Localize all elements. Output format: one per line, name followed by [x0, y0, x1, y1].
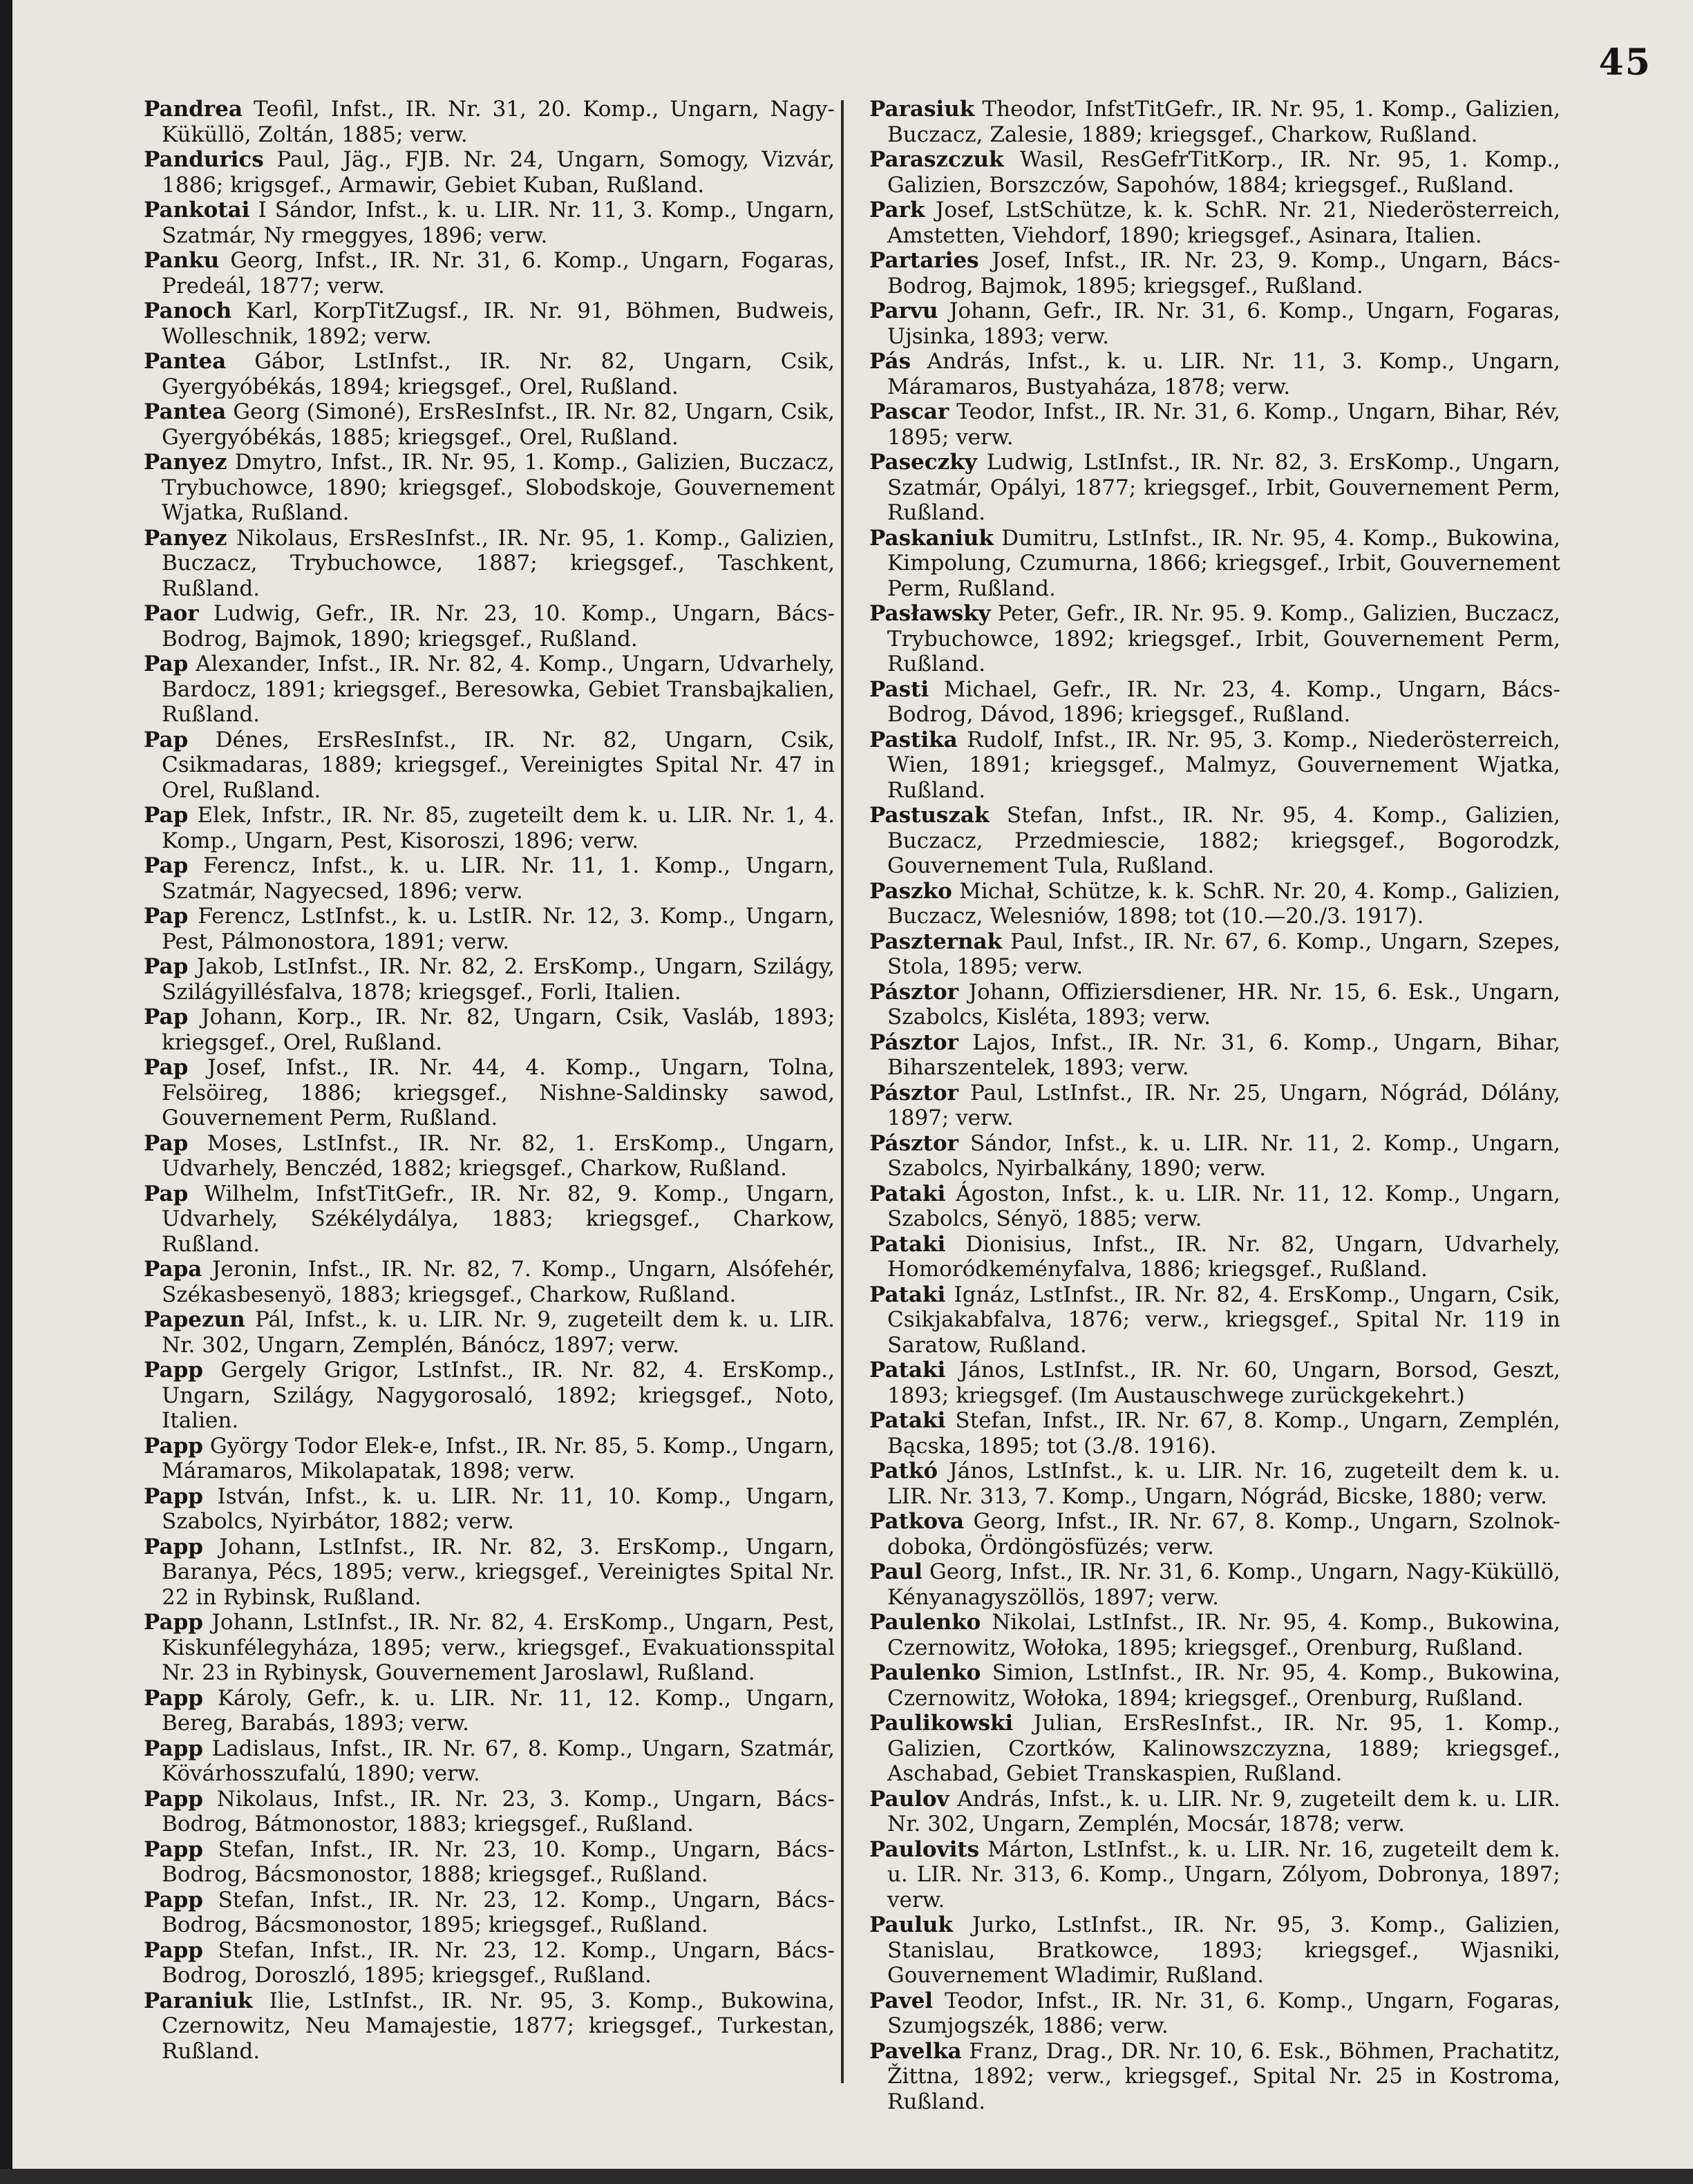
entry-details: Dionisius, Infst., IR. Nr. 82, Ungarn, Udvarhely, Homoródkeményfalva, 1886; kriegsgef., Rußland.	[887, 1231, 1561, 1282]
register-entry	[869, 1509, 1560, 1559]
entry-details: Johann, Korp., IR. Nr. 82, Ungarn, Csik, Vasláb, 1893; kriegsgef., Orel, Rußland.	[162, 1005, 835, 1055]
entry-surname: Pap	[144, 954, 189, 979]
entry-surname: Papp	[144, 1836, 203, 1862]
entry-details: Moses, LstInfst., IR. Nr. 82, 1. ErsKomp., Ungarn, Udvarhely, Benczéd, 1882; kriegsgef., Charkow, Rußland.	[162, 1130, 835, 1181]
entry-details: János, LstInfst., k. u. LIR. Nr. 16, zugeteilt dem k. u. LIR. Nr. 313, 7. Komp., Ungarn, Nógrád, Bicske, 1880; verw.	[887, 1459, 1560, 1509]
entry-details: Márton, LstInfst., k. u. LIR. Nr. 16, zugeteilt dem k. u. LIR. Nr. 313, 6. Komp., Ungarn, Zólyom, Dobronya, 1897; verw.	[887, 1836, 1561, 1912]
register-entry	[144, 147, 835, 198]
register-entry	[144, 728, 835, 804]
entry-details: Georg, Infst., IR. Nr. 67, 8. Komp., Ungarn, Szolnok-doboka, Ördöngösfüzés; verw.	[887, 1509, 1560, 1559]
register-entry	[144, 248, 835, 298]
register-entry	[869, 1030, 1560, 1081]
entry-surname: Pastika	[869, 727, 958, 752]
register-entry	[869, 1081, 1560, 1131]
entry-details: Ludwig, LstInfst., IR. Nr. 82, 3. ErsKomp., Ungarn, Szatmár, Opályi, 1877; kriegsgef., Irbit, Gouvernement Perm, Rußland.	[887, 450, 1560, 525]
register-entry	[869, 1610, 1560, 1660]
entry-surname: Papezun	[144, 1307, 245, 1332]
entry-details: István, Infst., k. u. LIR. Nr. 11, 10. Komp., Ungarn, Szabolcs, Nyirbátor, 1882; verw.	[162, 1483, 835, 1534]
register-entry	[144, 1988, 835, 2064]
register-entry	[869, 349, 1560, 399]
entry-details: I Sándor, Infst., k. u. LIR. Nr. 11, 3. Komp., Ungarn, Szatmár, Ny rmeggyes, 1896; verw.	[162, 198, 835, 248]
entry-details: Julian, ErsResInfst., IR. Nr. 95, 1. Komp., Galizien, Czortków, Kalinowszczyzna, 1889; kriegsgef., Aschabad, Gebiet Transkaspien, Rußland.	[887, 1711, 1560, 1786]
entry-details: Teodor, Infst., IR. Nr. 31, 6. Komp., Ungarn, Bihar, Rév, 1895; verw.	[887, 399, 1560, 450]
entry-surname: Paul	[869, 1559, 923, 1584]
entry-details: Michael, Gefr., IR. Nr. 23, 4. Komp., Ungarn, Bács-Bodrog, Dávod, 1896; kriegsgef., Rußland.	[887, 676, 1560, 727]
entry-details: Gábor, LstInfst., IR. Nr. 82, Ungarn, Csik, Gyergyóbékás, 1894; kriegsgef., Orel, Rußland.	[162, 349, 835, 399]
column-divider	[841, 100, 844, 2083]
entry-surname: Paszternak	[869, 929, 1003, 954]
register-entry	[869, 728, 1560, 804]
register-entry	[144, 1787, 835, 1837]
entry-details: Lajos, Infst., IR. Nr. 31, 6. Komp., Ungarn, Bihar, Biharszentelek, 1893; verw.	[887, 1029, 1560, 1080]
register-entry	[869, 1282, 1560, 1358]
register-entry	[869, 1837, 1560, 1913]
entry-surname: Pataki	[869, 1282, 946, 1307]
entry-surname: Pataki	[869, 1181, 946, 1206]
register-entry	[869, 1459, 1560, 1509]
register-entry	[144, 1307, 835, 1358]
register-entry	[144, 1484, 835, 1535]
register-entry	[144, 1434, 835, 1484]
register-entry	[869, 1912, 1560, 1988]
register-entry	[869, 1181, 1560, 1232]
register-entry	[144, 450, 835, 526]
register-entry	[144, 526, 835, 602]
entry-surname: Paskaniuk	[869, 525, 994, 551]
entry-surname: Pauluk	[869, 1912, 953, 1937]
entry-surname: Pataki	[869, 1408, 946, 1433]
register-entry	[144, 1686, 835, 1736]
entry-details: Nikolaus, Infst., IR. Nr. 23, 3. Komp., Ungarn, Bács-Bodrog, Bátmonostor, 1883; kriegsgef., Rußland.	[162, 1786, 835, 1836]
entry-surname: Paraniuk	[144, 1988, 253, 2013]
entry-details: Georg (Simoné), ErsResInfst., IR. Nr. 82, Ungarn, Csik, Gyergyóbékás, 1885; kriegsgef., Orel, Rußland.	[162, 399, 835, 450]
entry-surname: Papp	[144, 1887, 203, 1912]
scan-edge-left	[0, 0, 12, 2184]
register-entry	[869, 298, 1560, 349]
entry-surname: Pap	[144, 727, 189, 752]
entry-details: Stefan, Infst., IR. Nr. 23, 10. Komp., Ungarn, Bács-Bodrog, Bácsmonostor, 1888; kriegsgef., Rußland.	[162, 1836, 835, 1887]
register-entry	[869, 1131, 1560, 1181]
entry-surname: Pap	[144, 652, 189, 676]
entry-surname: Pap	[144, 1181, 189, 1206]
register-entry	[144, 954, 835, 1005]
entry-surname: Pásztor	[869, 1130, 958, 1156]
entry-surname: Pataki	[869, 1358, 946, 1383]
entry-surname: Papp	[144, 1736, 203, 1761]
register-entry	[869, 1660, 1560, 1711]
entry-surname: Pap	[144, 904, 189, 929]
entry-details: Dmytro, Infst., IR. Nr. 95, 1. Komp., Galizien, Buczacz, Trybuchowce, 1890; kriegsgef., Slobodskoje, Gouvernement Wjatka, Rußland.	[162, 450, 835, 525]
entry-surname: Panyez	[144, 450, 227, 475]
entry-surname: Paraszczuk	[869, 147, 1004, 172]
entry-details: Stefan, Infst., IR. Nr. 67, 8. Komp., Ungarn, Zemplén, Bącska, 1895; tot (3./8. 1916).	[887, 1408, 1560, 1459]
entry-surname: Patkó	[869, 1459, 938, 1483]
entry-surname: Parasiuk	[869, 97, 975, 122]
scan-edge-bottom	[0, 2169, 1693, 2184]
register-entry	[869, 526, 1560, 602]
entry-details: Rudolf, Infst., IR. Nr. 95, 3. Komp., Niederösterreich, Wien, 1891; kriegsgef., Malmyz, Gouvernement Wjatka, Rußland.	[887, 727, 1560, 803]
register-entry	[144, 97, 835, 147]
entry-details: Paul, Infst., IR. Nr. 67, 6. Komp., Ungarn, Szepes, Stola, 1895; verw.	[887, 929, 1560, 979]
entry-surname: Papp	[144, 1358, 203, 1383]
register-entry	[144, 399, 835, 450]
entry-surname: Pap	[144, 1130, 189, 1156]
entry-surname: Pásztor	[869, 979, 958, 1005]
entry-details: Georg, Infst., IR. Nr. 31, 6. Komp., Ungarn, Fogaras, Predeál, 1877; verw.	[162, 248, 835, 298]
entry-details: Stefan, Infst., IR. Nr. 23, 12. Komp., Ungarn, Bács-Bodrog, Doroszló, 1895; kriegsgef., Rußland.	[162, 1937, 835, 1988]
entry-surname: Pantea	[144, 399, 227, 424]
entry-surname: Paulenko	[869, 1610, 981, 1635]
register-entry	[869, 879, 1560, 929]
entry-details: Ludwig, Gefr., IR. Nr. 23, 10. Komp., Ungarn, Bács-Bodrog, Bajmok, 1890; kriegsgef., Rußland.	[162, 601, 835, 652]
entry-details: Nikolaus, ErsResInfst., IR. Nr. 95, 1. Komp., Galizien, Buczacz, Trybuchowce, 1887; kriegsgef., Taschkent, Rußland.	[162, 525, 835, 601]
entry-details: Michał, Schütze, k. k. SchR. Nr. 20, 4. Komp., Galizien, Buczacz, Welesniów, 1898; tot (10.—20./3. 1917).	[887, 878, 1560, 929]
register-entry	[144, 652, 835, 728]
entry-details: Wilhelm, InfstTitGefr., IR. Nr. 82, 9. Komp., Ungarn, Udvarhely, Székélydálya, 1883; kriegsgef., Charkow, Rußland.	[162, 1181, 835, 1257]
entry-details: Stefan, Infst., IR. Nr. 95, 4. Komp., Galizien, Buczacz, Przedmiescie, 1882; kriegsgef., Bogorodzk, Gouvernement Tula, Rußland.	[887, 803, 1561, 878]
entry-details: Sándor, Infst., k. u. LIR. Nr. 11, 2. Komp., Ungarn, Szabolcs, Nyirbalkány, 1890; verw.	[887, 1130, 1561, 1181]
entry-details: Károly, Gefr., k. u. LIR. Nr. 11, 12. Komp., Ungarn, Bereg, Barabás, 1893; verw.	[162, 1685, 835, 1736]
register-entry	[144, 198, 835, 248]
entry-details: Wasil, ResGefrTitKorp., IR. Nr. 95, 1. Komp., Galizien, Borszczów, Sapohów, 1884; kriegsgef., Rußland.	[887, 147, 1560, 198]
entry-details: Dénes, ErsResInfst., IR. Nr. 82, Ungarn, Csik, Csikmadaras, 1889; kriegsgef., Vereinigtes Spital Nr. 47 in Orel, Rußland.	[162, 727, 835, 803]
entry-surname: Pasti	[869, 676, 929, 702]
entry-surname: Papp	[144, 1786, 203, 1812]
entry-surname: Pavelka	[869, 2038, 962, 2064]
entry-surname: Pastuszak	[869, 803, 990, 828]
register-entry	[869, 1711, 1560, 1787]
entry-details: Ferencz, Infst., k. u. LIR. Nr. 11, 1. Komp., Ungarn, Szatmár, Nagyecsed, 1896; verw.	[162, 853, 835, 904]
entry-surname: Papp	[144, 1685, 203, 1711]
register-entry	[869, 1787, 1560, 1837]
entry-surname: Papp	[144, 1433, 203, 1459]
entry-surname: Pataki	[869, 1231, 946, 1257]
entry-surname: Pás	[869, 349, 911, 374]
entry-surname: Pavel	[869, 1988, 934, 2013]
entry-surname: Pap	[144, 1005, 189, 1029]
register-entry	[144, 1181, 835, 1257]
entry-details: Paul, Jäg., FJB. Nr. 24, Ungarn, Somogy, Vizvár, 1886; krigsgef., Armawir, Gebiet Kuban, Rußland.	[162, 147, 835, 198]
entry-details: Franz, Drag., DR. Nr. 10, 6. Esk., Böhmen, Prachatitz, Žittna, 1892; verw., kriegsgef., Spital Nr. 25 in Kostroma, Rußland.	[887, 2038, 1561, 2114]
entry-surname: Pásztor	[869, 1080, 958, 1105]
entry-surname: Papp	[144, 1483, 203, 1509]
entry-details: Paul, LstInfst., IR. Nr. 25, Ungarn, Nógrád, Dólány, 1897; verw.	[887, 1080, 1560, 1130]
entry-details: Pál, Infst., k. u. LIR. Nr. 9, zugeteilt dem k. u. LIR. Nr. 302, Ungarn, Zemplén, Bánócz, 1897; verw.	[162, 1307, 835, 1358]
register-entry	[144, 601, 835, 652]
entry-surname: Papp	[144, 1937, 203, 1963]
register-entry	[869, 601, 1560, 677]
register-entry	[869, 1232, 1560, 1282]
entry-details: Georg, Infst., IR. Nr. 31, 6. Komp., Ungarn, Nagy-Küküllö, Kényanagyszöllös, 1897; verw.	[887, 1559, 1560, 1610]
entry-surname: Pascar	[869, 399, 949, 424]
entry-details: Teodor, Infst., IR. Nr. 31, 6. Komp., Ungarn, Fogaras, Szumjogszék, 1886; verw.	[887, 1988, 1560, 2038]
entry-details: Elek, Infstr., IR. Nr. 85, zugeteilt dem k. u. LIR. Nr. 1, 4. Komp., Ungarn, Pest, Kisoroszi, 1896; verw.	[162, 803, 835, 853]
page-number: 45	[1598, 41, 1652, 84]
entry-details: Ignáz, LstInfst., IR. Nr. 82, 4. ErsKomp., Ungarn, Csik, Csikjakabfalva, 1876; verw., kriegsgef., Spital Nr. 119 in Saratow, Rußland.	[887, 1282, 1560, 1358]
register-entry	[869, 677, 1560, 728]
entry-surname: Pandrea	[144, 97, 243, 122]
register-entry	[869, 147, 1560, 198]
register-entry	[869, 399, 1560, 450]
entry-details: Dumitru, LstInfst., IR. Nr. 95, 4. Komp., Bukowina, Kimpolung, Czumurna, 1866; kriegsgef., Irbit, Gouvernement Perm, Rußland.	[887, 525, 1560, 601]
register-entry	[144, 1005, 835, 1055]
left-column	[144, 97, 835, 2064]
register-entry	[144, 1535, 835, 1611]
entry-surname: Pap	[144, 1055, 189, 1080]
entry-surname: Paulikowski	[869, 1711, 1014, 1736]
entry-surname: Pantea	[144, 349, 227, 374]
entry-details: András, Infst., k. u. LIR. Nr. 11, 3. Komp., Ungarn, Máramaros, Bustyaháza, 1878; verw.	[887, 349, 1560, 399]
entry-details: György Todor Elek-e, Infst., IR. Nr. 85, 5. Komp., Ungarn, Máramaros, Mikolapatak, 1898; verw.	[162, 1433, 835, 1483]
register-entry	[144, 1610, 835, 1686]
entry-details: János, LstInfst., IR. Nr. 60, Ungarn, Borsod, Geszt, 1893; kriegsgef. (Im Austauschwege zurückgekehrt.)	[887, 1358, 1560, 1408]
register-entry	[869, 1408, 1560, 1459]
register-entry	[144, 349, 835, 399]
entry-details: Josef, Infst., IR. Nr. 23, 9. Komp., Ungarn, Bács-Bodrog, Bajmok, 1895; kriegsgef., Rußland.	[887, 248, 1561, 298]
entry-surname: Paulov	[869, 1786, 949, 1812]
entry-details: Ferencz, LstInfst., k. u. LstIR. Nr. 12, 3. Komp., Ungarn, Pest, Pálmonostora, 1891; verw.	[162, 904, 835, 954]
register-entry	[144, 853, 835, 904]
entry-details: Teofil, Infst., IR. Nr. 31, 20. Komp., Ungarn, Nagy-Küküllö, Zoltán, 1885; verw.	[162, 97, 835, 147]
register-entry	[144, 1131, 835, 1181]
entry-details: Jakob, LstInfst., IR. Nr. 82, 2. ErsKomp., Ungarn, Szilágy, Szilágyillésfalva, 1878; kriegsgef., Forli, Italien.	[162, 954, 835, 1005]
entry-surname: Panku	[144, 248, 220, 273]
entry-surname: Pankotai	[144, 198, 250, 222]
entry-details: Alexander, Infst., IR. Nr. 82, 4. Komp., Ungarn, Udvarhely, Bardocz, 1891; kriegsgef., Beresowka, Gebiet Transbajkalien, Rußland.	[162, 652, 835, 727]
entry-surname: Papa	[144, 1257, 202, 1282]
register-entry	[869, 1358, 1560, 1408]
register-entry	[869, 198, 1560, 248]
register-entry	[869, 1559, 1560, 1610]
entry-details: Ágoston, Infst., k. u. LIR. Nr. 11, 12. Komp., Ungarn, Szabolcs, Sényö, 1885; verw.	[887, 1181, 1560, 1231]
entry-details: Stefan, Infst., IR. Nr. 23, 12. Komp., Ungarn, Bács-Bodrog, Bácsmonostor, 1895; kriegsgef., Rußland.	[162, 1887, 835, 1937]
register-entry	[144, 1257, 835, 1307]
register-entry	[144, 803, 835, 853]
register-entry	[869, 980, 1560, 1030]
register-entry	[144, 1837, 835, 1888]
entry-details: András, Infst., k. u. LIR. Nr. 9, zugeteilt dem k. u. LIR. Nr. 302, Ungarn, Zemplén, Mocsár, 1878; verw.	[887, 1786, 1560, 1836]
register-entry	[869, 803, 1560, 879]
entry-details: Jeronin, Infst., IR. Nr. 82, 7. Komp., Ungarn, Alsófehér, Székasbesenyö, 1883; kriegsgef., Charkow, Rußland.	[162, 1257, 835, 1307]
entry-details: Ladislaus, Infst., IR. Nr. 67, 8. Komp., Ungarn, Szatmár, Kövárhosszufalú, 1890; verw.	[162, 1736, 835, 1786]
entry-details: Karl, KorpTitZugsf., IR. Nr. 91, Böhmen, Budweis, Wolleschnik, 1892; verw.	[162, 298, 835, 349]
entry-details: Johann, LstInfst., IR. Nr. 82, 4. ErsKomp., Ungarn, Pest, Kiskunfélegyháza, 1895; verw., kriegsgef., Evakuationsspital Nr. 23 in Rybinysk, Gouvernement Jaroslawl, Rußland.	[162, 1610, 835, 1685]
entry-surname: Pap	[144, 803, 189, 828]
right-column	[869, 97, 1560, 2114]
entry-surname: Paszko	[869, 878, 952, 904]
register-entry	[144, 298, 835, 349]
register-entry	[144, 904, 835, 954]
entry-surname: Papp	[144, 1534, 203, 1559]
entry-details: Gergely Grigor, LstInfst., IR. Nr. 82, 4. ErsKomp., Ungarn, Szilágy, Nagygorosaló, 1892; kriegsgef., Noto, Italien.	[162, 1358, 835, 1433]
entry-surname: Patkova	[869, 1509, 965, 1534]
register-entry	[869, 97, 1560, 147]
register-entry	[144, 1938, 835, 1988]
register-entry	[869, 2039, 1560, 2115]
entry-details: Jurko, LstInfst., IR. Nr. 95, 3. Komp., Galizien, Stanislau, Bratkowce, 1893; kriegsgef., Wjasniki, Gouvernement Wladimir, Rußland.	[887, 1912, 1560, 1988]
entry-details: Josef, LstSchütze, k. k. SchR. Nr. 21, Niederösterreich, Amstetten, Viehdorf, 1890; kriegsgef., Asinara, Italien.	[887, 198, 1560, 248]
register-entry	[144, 1358, 835, 1434]
entry-details: Nikolai, LstInfst., IR. Nr. 95, 4. Komp., Bukowina, Czernowitz, Wołoka, 1895; kriegsgef., Orenburg, Rußland.	[887, 1610, 1560, 1660]
entry-surname: Paseczky	[869, 450, 977, 475]
entry-details: Josef, Infst., IR. Nr. 44, 4. Komp., Ungarn, Tolna, Felsöireg, 1886; kriegsgef., Nishne-Saldinsky sawod, Gouvernement Perm, Rußland.	[162, 1055, 835, 1130]
entry-details: Johann, LstInfst., IR. Nr. 82, 3. ErsKomp., Ungarn, Baranya, Pécs, 1895; verw., kriegsgef., Vereinigtes Spital Nr. 22 in Rybinsk, Rußland.	[162, 1534, 835, 1610]
entry-surname: Pandurics	[144, 147, 264, 172]
entry-details: Peter, Gefr., IR. Nr. 95. 9. Komp., Galizien, Buczacz, Trybuchowce, 1892; kriegsgef., Irbit, Gouvernement Perm, Rußland.	[887, 601, 1560, 676]
entry-details: Johann, Offiziersdiener, HR. Nr. 15, 6. Esk., Ungarn, Szabolcs, Kisléta, 1893; verw.	[887, 979, 1560, 1029]
entry-details: Theodor, InfstTitGefr., IR. Nr. 95, 1. Komp., Galizien, Buczacz, Zalesie, 1889; kriegsgef., Charkow, Rußland.	[887, 97, 1561, 147]
register-entry	[869, 929, 1560, 980]
register-entry	[144, 1888, 835, 1938]
entry-details: Simion, LstInfst., IR. Nr. 95, 4. Komp., Bukowina, Czernowitz, Wołoka, 1894; kriegsgef., Orenburg, Rußland.	[887, 1660, 1560, 1711]
entry-surname: Partaries	[869, 248, 979, 273]
entry-surname: Pásztor	[869, 1029, 958, 1055]
entry-surname: Pap	[144, 853, 189, 878]
entry-surname: Papp	[144, 1610, 203, 1635]
register-entry	[869, 248, 1560, 298]
register-entry	[869, 450, 1560, 526]
register-entry	[144, 1736, 835, 1787]
entry-surname: Paulovits	[869, 1836, 980, 1862]
entry-surname: Park	[869, 198, 925, 222]
register-entry	[869, 1988, 1560, 2039]
register-entry	[144, 1055, 835, 1131]
entry-surname: Panoch	[144, 298, 232, 323]
entry-surname: Paulenko	[869, 1660, 981, 1685]
entry-surname: Pasławsky	[869, 601, 991, 626]
entry-details: Ilie, LstInfst., IR. Nr. 95, 3. Komp., Bukowina, Czernowitz, Neu Mamajestie, 1877; kriegsgef., Turkestan, Rußland.	[162, 1988, 835, 2064]
entry-surname: Paor	[144, 601, 199, 626]
entry-details: Johann, Gefr., IR. Nr. 31, 6. Komp., Ungarn, Fogaras, Ujsinka, 1893; verw.	[887, 298, 1560, 349]
entry-surname: Parvu	[869, 298, 938, 323]
entry-surname: Panyez	[144, 525, 227, 551]
